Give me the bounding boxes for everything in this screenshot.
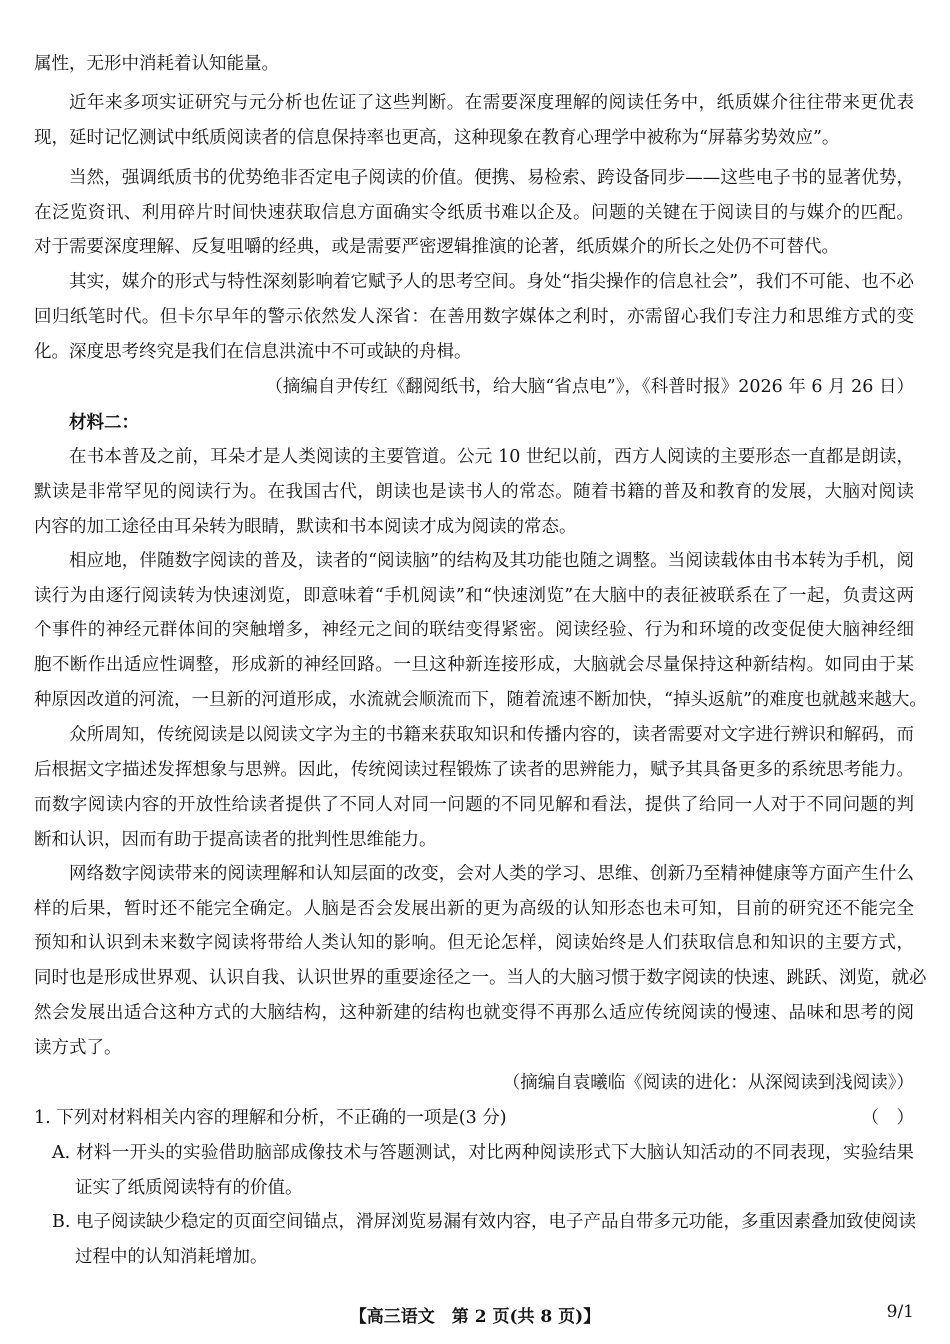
- text-line: 默读是非常罕见的阅读行为。在我国古代，朗读也是读书人的常态。随着书籍的普及和教育的发展，大脑对阅读: [34, 482, 914, 502]
- text-line: 内容的加工途径由耳朵转为眼睛，默读和书本阅读才成为阅读的常态。: [34, 517, 577, 537]
- text-line: 后根据文字描述发挥想象与思辨。因此，传统阅读过程锻炼了读者的思辨能力，赋予其具备更多的系统思考能力。: [34, 760, 914, 780]
- text-line: 读方式了。: [34, 1038, 122, 1058]
- text-line: 在泛览资讯、利用碎片时间快速获取信息方面确实令纸质书难以企及。问题的关键在于阅读目的与媒介的匹配。: [34, 203, 914, 223]
- text-line: 同时也是形成世界观、认识自我、认识世界的重要途径之一。当人的大脑习惯于数字阅读的快速、跳跃、浏览，就必: [34, 968, 927, 988]
- text-line: 样的后果，暂时还不能完全确定。人脑是否会发展出新的更为高级的认知形态也未可知，目前的研究还不能完全: [34, 899, 914, 919]
- option-a-continued: 证实了纸质阅读特有的价值。: [75, 1178, 303, 1198]
- text-line: 相应地，伴随数字阅读的普及，读者的“阅读脑”的结构及其功能也随之调整。当阅读载体由书本转为手机，阅: [69, 551, 914, 571]
- source-citation: （摘编自袁曦临《阅读的进化：从深阅读到浅阅读》）: [502, 1073, 914, 1093]
- text-line: 种原因改道的河流，一旦新的河道形成，水流就会顺流而下，随着流速不断加快，“掉头返航”的难度也就越来越大。: [34, 690, 927, 710]
- source-citation: （摘编自尹传红《翻阅纸书，给大脑“省点电”》，《科普时报》2026 年 6 月 26 日）: [265, 377, 914, 397]
- text-line: 其实，媒介的形式与特性深刻影响着它赋予人的思考空间。身处“指尖操作的信息社会”，我们不可能、也不必: [69, 272, 914, 292]
- text-line: 断和认识，因而有助于提高读者的批判性思维能力。: [34, 830, 437, 850]
- text-line: 属性，无形中消耗着认知能量。: [34, 54, 279, 74]
- text-line: 在书本普及之前，耳朵才是人类阅读的主要管道。公元 10 世纪以前，西方人阅读的主要形态一直都是朗读，: [69, 447, 914, 467]
- text-line: 读行为由逐行阅读转为快速浏览，即意味着“手机阅读”和“快速浏览”在大脑中的表征被联系在了一起，负责这两: [34, 586, 914, 606]
- section-heading: 材料二：: [69, 413, 139, 433]
- text-line: 网络数字阅读带来的阅读理解和认知层面的改变，会对人类的学习、思维、创新乃至精神健康等方面产生什么: [69, 864, 914, 884]
- text-line: 胞不断作出适应性调整，形成新的神经回路。一旦这种新连接形成，大脑就会尽量保持这种新结构。如同由于某: [34, 655, 914, 675]
- text-line: 近年来多项实证研究与元分析也佐证了这些判断。在需要深度理解的阅读任务中，纸质媒介往往带来更优表: [69, 93, 914, 113]
- text-line: 现，延时记忆测试中纸质阅读者的信息保持率也更高，这种现象在教育心理学中被称为“屏幕劣势效应”。: [34, 128, 840, 148]
- text-line: 当然，强调纸质书的优势绝非否定电子阅读的价值。便携、易检索、跨设备同步——这些电子书的显著优势，: [69, 168, 914, 188]
- option-b-continued: 过程中的认知消耗增加。: [75, 1247, 268, 1267]
- text-line: 众所周知，传统阅读是以阅读文字为主的书籍来获取知识和传播内容的，读者需要对文字进行辨识和解码，而: [69, 725, 914, 745]
- text-line: 化。深度思考终究是我们在信息洪流中不可或缺的舟楫。: [34, 342, 472, 362]
- text-line: 对于需要深度理解、反复咀嚼的经典，或是需要严密逻辑推演的论著，纸质媒介的所长之处仍不可替代。: [34, 237, 839, 257]
- option-b: B. 电子阅读缺少稳定的页面空间锚点，滑屏浏览易漏有效内容，电子产品自带多元功能，多重因素叠加致使阅读: [52, 1212, 916, 1232]
- question-stem: 1. 下列对材料相关内容的理解和分析，不正确的一项是(3 分): [34, 1108, 507, 1128]
- page-footer: [0, 1302, 950, 1328]
- text-line: 回归纸笔时代。但卡尔早年的警示依然发人深省：在善用数字媒体之利时，亦需留心我们专注力和思维方式的变: [34, 307, 914, 327]
- text-line: 预知和认识到未来数字阅读将带给人类认知的影响。但无论怎样，阅读始终是人们获取信息和知识的主要方式，: [34, 933, 914, 953]
- text-line: 然会发展出适合这种方式的大脑结构，这种新建的结构也就变得不再那么适应传统阅读的慢速、品味和思考的阅: [34, 1003, 914, 1023]
- option-a: A. 材料一开头的实验借助脑部成像技术与答题测试，对比两种阅读形式下大脑认知活动的不同表现，实验结果: [52, 1143, 914, 1163]
- footer-code: 9/1: [886, 1302, 914, 1322]
- text-line: 而数字阅读内容的开放性给读者提供了不同人对同一问题的不同见解和看法，提供了给同一人对于不同问题的判: [34, 795, 914, 815]
- answer-bracket: （ ）: [861, 1108, 914, 1128]
- text-line: 个事件的神经元群体间的突触增多，神经元之间的联结变得紧密。阅读经验、行为和环境的改变促使大脑神经细: [34, 620, 914, 640]
- footer-page-info: 【高三语文 第 2 页(共 8 页)】: [349, 1307, 601, 1327]
